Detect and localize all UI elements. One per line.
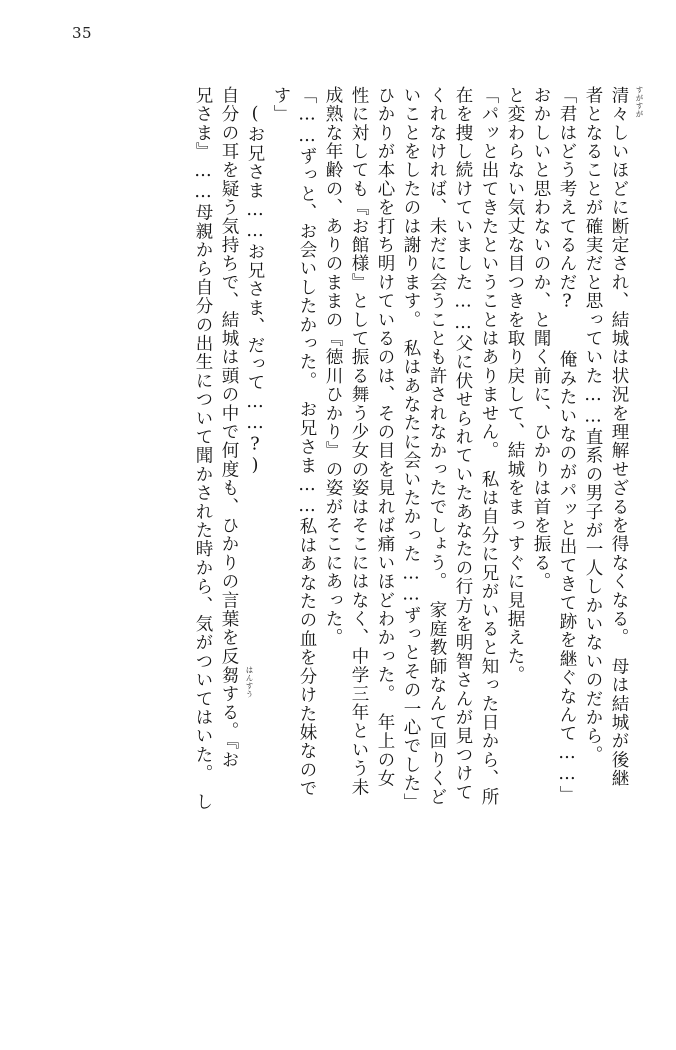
text-line: 「……ずっと、お会いしたかった。 お兄さま……私はあなたの血を分けた妹なので xyxy=(297,86,317,798)
text-line: 清 すがすが 々しいほどに断定され、結城は状況を理解せざるを得なくなる。 母は結城が後継 xyxy=(606,86,632,1014)
text-line: 自分の耳を疑う気持ちで、結城は頭の中で何度も、ひかりの言葉を反芻 はんすう する。『お xyxy=(216,86,242,1014)
text-line: 性に対しても『お館様』として振る舞う少女の姿はそこにはなく、中学三年という未 xyxy=(349,86,369,797)
text-line: 「パッと出てきたということはありません。 私は自分に兄がいると知った日から、所 xyxy=(479,86,499,807)
text-line: 成熟な年齢の、ありのままの『徳川ひかり』の姿がそこにあった。 xyxy=(323,86,343,647)
text-line: いことをしたのは謝ります。 私はあなたに会いたかった……ずっとその一心でした」 xyxy=(401,86,421,812)
text-line: (お兄さま……お兄さま、だって……?) xyxy=(245,104,265,477)
text-line: ひかりが本心を打ち明けているのは、その目を見れば痛いほどわかった。 年上の女 xyxy=(375,86,395,788)
text-line: くれなければ、未だに会うことも許されなかったでしょう。 家庭教師なんて回りくど xyxy=(427,86,447,807)
ruby-annotation: 清 すがすが xyxy=(609,86,644,118)
text-line: 兄さま』……母親から自分の出生について聞かされた時から、気がついてはいた。 し xyxy=(193,86,213,812)
text-line: と変わらない気丈な目つきを取り戻して、結城をまっすぐに見据えた。 xyxy=(505,86,525,685)
text-line: す」 xyxy=(271,86,291,124)
page-number: 35 xyxy=(72,24,93,42)
text-line: 「君はどう考えてるんだ? 俺みたいなのがパッと出てきて跡を継ぐなんて……」 xyxy=(557,86,577,805)
text-line: おかしいと思わないのか、と聞く前に、ひかりは首を振る。 xyxy=(531,86,551,591)
text-line: 者となることが確実だと思っていた……直系の男子が一人しかいないのだから。 xyxy=(583,86,603,765)
ruby-annotation: 芻 はんすう xyxy=(219,665,254,698)
vertical-text-body xyxy=(44,86,644,1014)
text-line: 在を捜し続けていました……父に伏せられていたあなたの行方を明智さんが見つけて xyxy=(453,86,473,802)
